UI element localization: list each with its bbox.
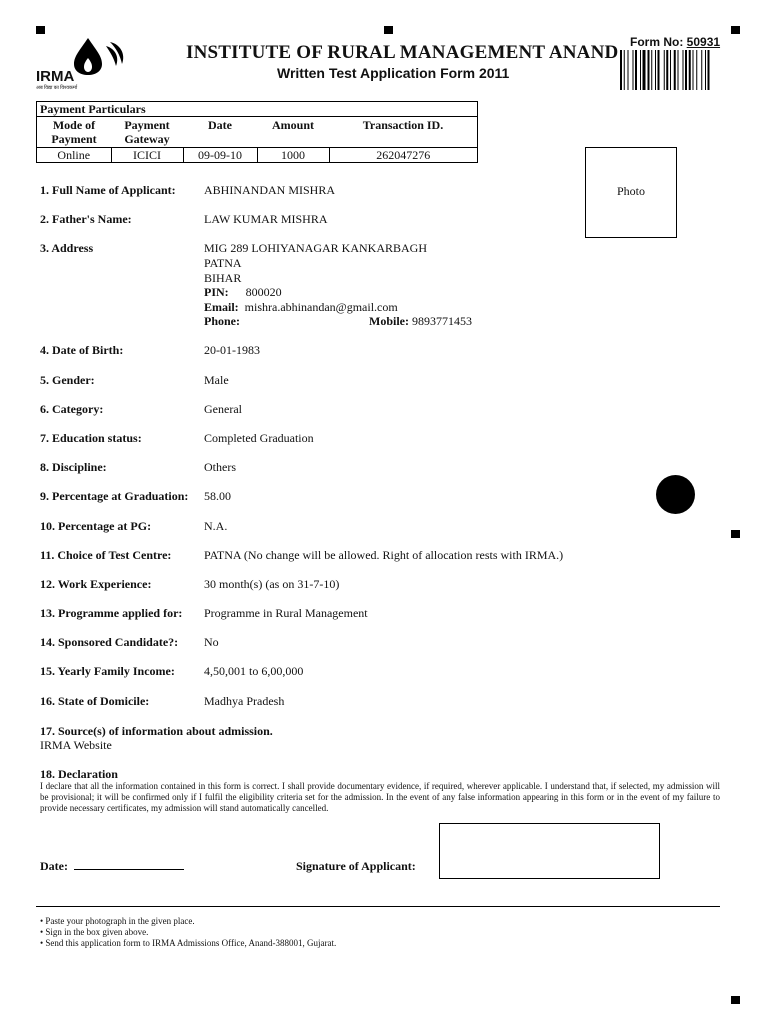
payment-header-cell: Payment Gateway (124, 118, 170, 146)
field-value: LAW KUMAR MISHRA (204, 212, 328, 227)
date-field (40, 859, 184, 874)
field-label: 8. Discipline: (40, 460, 107, 475)
field-label: 6. Category: (40, 401, 104, 416)
field-row-gender (40, 373, 740, 402)
payment-cell: ICICI (111, 148, 183, 163)
field-label: 4. Date of Birth: (40, 343, 124, 358)
field-label: 16. State of Domicile: (40, 693, 150, 708)
date-label: Date: (40, 859, 68, 873)
field-row-experience (40, 577, 740, 606)
field-value: ABHINANDAN MISHRA (204, 183, 336, 197)
field-label: 11. Choice of Test Centre: (40, 547, 172, 562)
field-row-income (40, 664, 740, 693)
field-value: 4,50,001 to 6,00,000 (204, 664, 304, 679)
field-value: General (204, 401, 242, 416)
registration-mark (36, 26, 45, 34)
pin-label: PIN: (204, 285, 229, 300)
field-label: 3. Address (40, 241, 94, 256)
field-label: 10. Percentage at PG: (40, 518, 152, 533)
instruction-item: • Send this application form to IRMA Admissions Office, Anand-388001, Gujarat. (40, 938, 337, 948)
declaration (40, 767, 720, 814)
field-row-address (40, 241, 740, 343)
photo-label: Photo (616, 184, 645, 198)
field-row-source (40, 724, 273, 752)
field-row-programme (40, 606, 740, 635)
field-value: Programme in Rural Management (204, 606, 368, 621)
field-row-name (40, 183, 740, 212)
mobile-label: Mobile: (369, 314, 409, 329)
divider (36, 906, 720, 907)
payment-data-row (37, 148, 477, 163)
pin-line (204, 285, 740, 300)
registration-mark (731, 26, 740, 34)
field-value: Others (204, 460, 236, 475)
field-value: 58.00 (204, 489, 231, 504)
payment-caption: Payment Particulars (37, 102, 477, 117)
field-label: 13. Programme applied for: (40, 606, 183, 621)
address-line: BIHAR (204, 270, 242, 285)
form-number (630, 35, 720, 49)
address-line: MIG 289 LOHIYANAGAR KANKARBAGH (204, 241, 427, 256)
payment-particulars (36, 101, 478, 163)
email-label: Email: (204, 299, 239, 314)
instruction-item: • Sign in the box given above. (40, 927, 149, 937)
mobile-group (369, 314, 472, 329)
field-value: Completed Graduation (204, 430, 314, 445)
phone-label: Phone: (204, 314, 240, 329)
email-line (204, 300, 740, 315)
field-value: Male (204, 372, 229, 387)
address-block (204, 241, 740, 343)
barcode (620, 50, 740, 90)
field-label: 7. Education status: (40, 430, 142, 445)
field-value: 20-01-1983 (204, 343, 260, 358)
address-line: PATNA (204, 255, 242, 270)
logo-text: IRMA (36, 68, 75, 85)
payment-cell: 1000 (257, 148, 329, 163)
date-line (74, 859, 184, 870)
form-number-value: 50931 (686, 35, 721, 49)
pin-value: 800020 (245, 285, 282, 300)
payment-cell: 09-09-10 (183, 148, 257, 163)
instruction-item: • Paste your photograph in the given place. (40, 916, 195, 926)
signature-label: Signature of Applicant: (296, 859, 416, 873)
field-label: 17. Source(s) of information about admission. (40, 724, 273, 738)
mobile-value: 9893771453 (412, 314, 472, 329)
field-row-father (40, 212, 740, 241)
payment-table (37, 117, 477, 162)
field-label: 14. Sponsored Candidate?: (40, 635, 179, 650)
registration-mark (384, 26, 393, 34)
field-row-sponsored (40, 635, 740, 664)
field-row-category (40, 402, 740, 431)
applicant-fields (40, 183, 740, 723)
payment-header-cell: Transaction ID. (362, 118, 444, 132)
instructions (40, 916, 336, 949)
field-value: Madhya Pradesh (204, 693, 285, 708)
field-value: N.A. (204, 518, 228, 533)
payment-cell: 262047276 (329, 148, 477, 163)
field-label: 1. Full Name of Applicant: (40, 183, 176, 197)
field-row-domicile (40, 694, 740, 723)
payment-header-cell: Amount (271, 118, 314, 132)
field-row-pct-pg (40, 519, 740, 548)
field-row-education (40, 431, 740, 460)
registration-mark (731, 996, 740, 1004)
institute-title: INSTITUTE OF RURAL MANAGEMENT ANAND (186, 42, 619, 63)
field-value: PATNA (No change will be allowed. Right of allocation rests with IRMA.) (204, 547, 564, 562)
field-row-pct-grad (40, 489, 740, 518)
declaration-text: I declare that all the information contained in this form is correct. I shall provide documentary evidence, if required, wherever applicable. I understand that, if selected, my admission will be provisional; it will be confirmed only if I fulfil the eligibility criteria set for the admission. In the event of any false information appearing in this form or in the event of my failure to provide necessary certificates, my admission will stand automatically cancelled. (40, 781, 720, 813)
payment-header-cell: Mode of Payment (51, 118, 97, 146)
field-row-dob (40, 343, 740, 372)
field-value: IRMA Website (40, 738, 112, 752)
payment-header-cell: Date (208, 118, 232, 132)
payment-header-row (37, 117, 477, 148)
field-row-discipline (40, 460, 740, 489)
field-label: 12. Work Experience: (40, 576, 152, 591)
phone-line (204, 314, 740, 329)
field-row-centre (40, 548, 740, 577)
field-value: 30 month(s) (as on 31-7-10) (204, 576, 340, 591)
field-label: 2. Father's Name: (40, 212, 132, 227)
declaration-heading: 18. Declaration (40, 767, 118, 781)
field-value: No (204, 635, 219, 650)
irma-logo (36, 36, 128, 96)
payment-cell: Online (37, 148, 111, 163)
field-label: 5. Gender: (40, 372, 95, 387)
field-label: 15. Yearly Family Income: (40, 664, 175, 679)
form-title: Written Test Application Form 2011 (277, 65, 510, 81)
signature-box (439, 823, 660, 879)
field-label: 9. Percentage at Graduation: (40, 489, 189, 504)
logo-tagline: अब विद्या का विश्वकर्मा (36, 86, 78, 91)
email-value: mishra.abhinandan@gmail.com (244, 299, 398, 314)
form-number-label: Form No: (630, 35, 684, 49)
